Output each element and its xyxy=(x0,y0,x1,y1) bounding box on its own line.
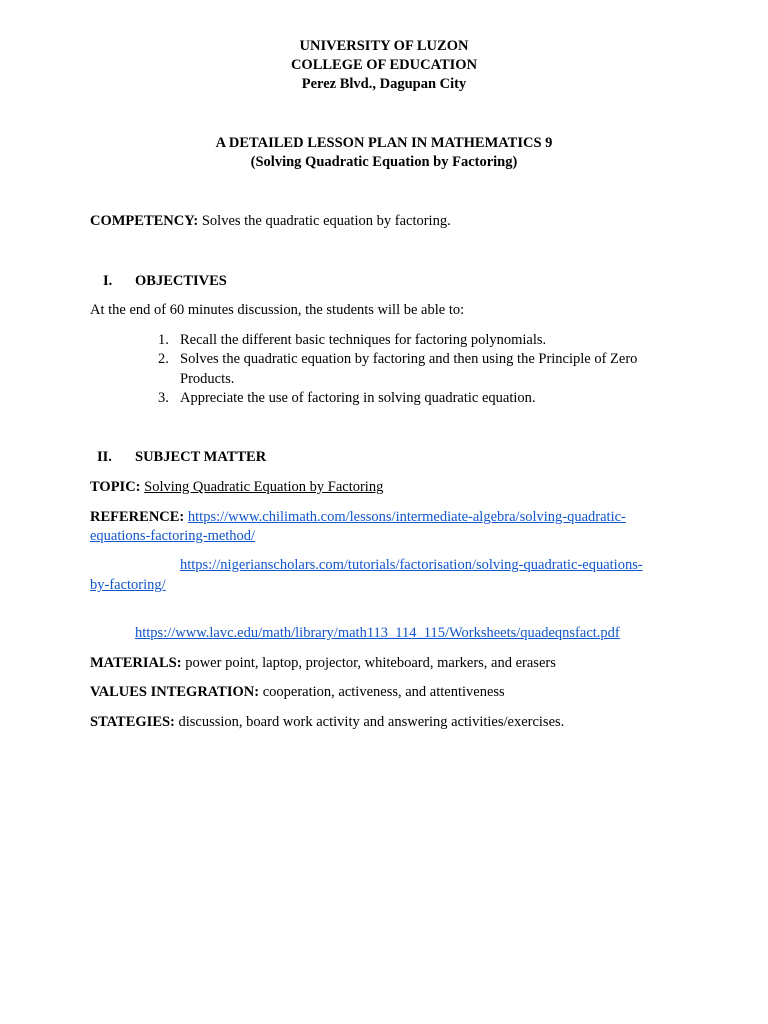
reference-label: REFERENCE: xyxy=(90,509,185,525)
objective-item: Recall the different basic techniques for factoring polynomials. xyxy=(180,332,547,348)
college-name: COLLEGE OF EDUCATION xyxy=(290,57,478,73)
competency-label: COMPETENCY: xyxy=(90,213,199,229)
objective-number: 1. xyxy=(158,332,169,348)
objective-number: 2. xyxy=(158,351,169,367)
objectives-heading: OBJECTIVES xyxy=(135,273,227,289)
strategies-text: discussion, board work activity and answering activities/exercises. xyxy=(174,714,565,730)
lesson-plan-subtitle: (Solving Quadratic Equation by Factoring) xyxy=(250,154,518,170)
lesson-plan-title: A DETAILED LESSON PLAN IN MATHEMATICS 9 xyxy=(215,135,553,151)
materials-text: power point, laptop, projector, whiteboard, markers, and erasers xyxy=(181,655,556,671)
values-text: cooperation, activeness, and attentiveness xyxy=(259,684,505,700)
subject-matter-heading: SUBJECT MATTER xyxy=(135,449,267,465)
objective-item: Appreciate the use of factoring in solving quadratic equation. xyxy=(180,390,536,406)
materials-label: MATERIALS: xyxy=(90,655,182,671)
objective-number: 3. xyxy=(158,390,169,406)
reference-link-2-continuation[interactable]: by-factoring/ xyxy=(90,577,166,593)
university-name: UNIVERSITY OF LUZON xyxy=(299,38,469,54)
strategies-label: STATEGIES: xyxy=(90,714,175,730)
reference-link-1[interactable]: https://www.chilimath.com/lessons/intermediate-algebra/solving-quadratic- xyxy=(187,509,626,525)
topic-line xyxy=(90,478,383,497)
section-numeral-objectives: I. xyxy=(103,273,113,289)
reference-link-1-continuation[interactable]: equations-factoring-method/ xyxy=(90,528,256,544)
objective-item: Solves the quadratic equation by factoring and then using the Principle of Zero xyxy=(180,351,638,367)
values-line xyxy=(90,683,505,702)
reference-link-2[interactable]: https://nigerianscholars.com/tutorials/factorisation/solving-quadratic-equations- xyxy=(180,557,643,573)
values-label: VALUES INTEGRATION: xyxy=(90,684,260,700)
topic-text: Solving Quadratic Equation by Factoring xyxy=(144,479,384,495)
competency-line xyxy=(90,212,451,231)
section-numeral-subject-matter: II. xyxy=(97,449,112,465)
reference-line xyxy=(90,508,626,527)
reference-link-3[interactable]: https://www.lavc.edu/math/library/math113_114_115/Worksheets/quadeqnsfact.pdf xyxy=(135,625,620,641)
strategies-line xyxy=(90,713,564,732)
topic-label: TOPIC: xyxy=(90,479,141,495)
competency-text: Solves the quadratic equation by factoring. xyxy=(198,213,451,229)
materials-line xyxy=(90,654,556,673)
address: Perez Blvd., Dagupan City xyxy=(301,76,467,92)
objective-item-continuation: Products. xyxy=(180,371,235,387)
objectives-intro: At the end of 60 minutes discussion, the students will be able to: xyxy=(90,302,465,318)
